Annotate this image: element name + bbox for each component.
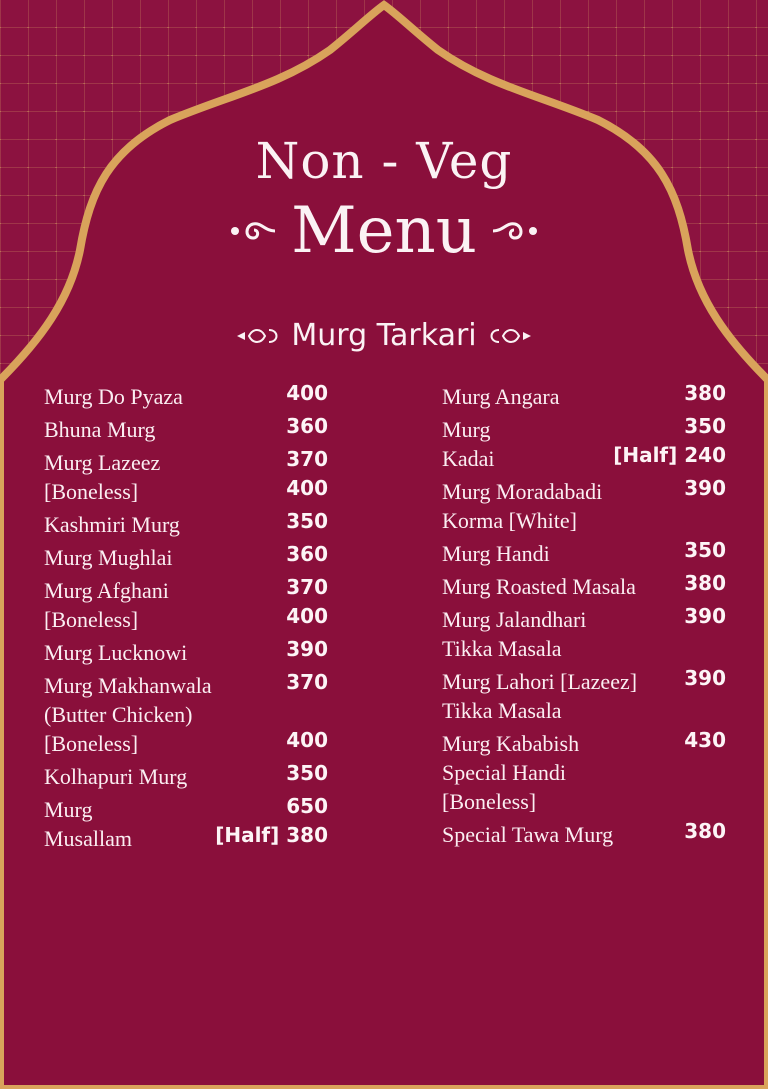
menu-item-line bbox=[44, 727, 328, 756]
menu-item-price: 390 bbox=[684, 666, 726, 690]
menu-item-name: Special Handi bbox=[442, 760, 567, 785]
menu-item-line bbox=[44, 475, 328, 504]
menu-item-name: Murg Lazeez bbox=[44, 450, 161, 475]
menu-item-name: [Boneless] bbox=[44, 479, 139, 504]
section-title: Murg Tarkari bbox=[291, 318, 477, 353]
menu-item bbox=[442, 603, 726, 661]
menu-item-line bbox=[44, 413, 328, 442]
menu-item-price: 350 bbox=[286, 509, 328, 533]
menu-item bbox=[442, 727, 726, 814]
menu-item-name: Tikka Masala bbox=[442, 698, 562, 723]
menu-item-line bbox=[44, 636, 328, 665]
right-menu-column bbox=[442, 380, 726, 851]
menu-item-name: Musallam bbox=[44, 826, 132, 851]
menu-item-price: 390 bbox=[684, 476, 726, 500]
menu-item bbox=[44, 446, 328, 504]
menu-item-name: Murg Jalandhari bbox=[442, 607, 587, 632]
menu-item-line bbox=[442, 632, 726, 661]
menu-item-line bbox=[442, 442, 726, 471]
menu-item-price: 430 bbox=[684, 728, 726, 752]
menu-item-price: 350 bbox=[684, 414, 726, 438]
menu-item-price: [Half] 240 bbox=[613, 443, 726, 467]
menu-item-price: 380 bbox=[684, 819, 726, 843]
menu-item-name: Murg Lahori [Lazeez] bbox=[442, 669, 638, 694]
menu-item-line bbox=[442, 413, 726, 442]
menu-item-name: Special Tawa Murg bbox=[442, 822, 614, 847]
menu-item-line bbox=[442, 727, 726, 756]
menu-item-price: 390 bbox=[684, 604, 726, 628]
right-swirl-icon bbox=[491, 216, 541, 246]
menu-item bbox=[442, 380, 726, 409]
menu-item-line bbox=[44, 446, 328, 475]
menu-item bbox=[44, 760, 328, 789]
menu-item-price: 350 bbox=[286, 761, 328, 785]
menu-item-name: Murg Do Pyaza bbox=[44, 384, 183, 409]
menu-item bbox=[44, 508, 328, 537]
menu-item-name: Murg Angara bbox=[442, 384, 560, 409]
menu-item-price: 400 bbox=[286, 381, 328, 405]
menu-item bbox=[44, 636, 328, 665]
title-line-2: Menu bbox=[291, 194, 477, 268]
menu-item-name: Korma [White] bbox=[442, 508, 577, 533]
menu-item-line bbox=[442, 537, 726, 566]
menu-item-line bbox=[442, 380, 726, 409]
menu-item bbox=[44, 413, 328, 442]
menu-item-line bbox=[44, 574, 328, 603]
menu-item-price: 400 bbox=[286, 728, 328, 752]
menu-item-line bbox=[44, 508, 328, 537]
menu-item-name: [Boneless] bbox=[44, 731, 139, 756]
menu-item-name: Murg bbox=[442, 417, 491, 442]
left-menu-column bbox=[44, 380, 328, 855]
menu-item bbox=[442, 818, 726, 847]
menu-item-line bbox=[442, 694, 726, 723]
left-ornament-icon bbox=[235, 326, 281, 346]
menu-item-line bbox=[442, 570, 726, 599]
menu-item-price: 400 bbox=[286, 604, 328, 628]
menu-item-name: [Boneless] bbox=[44, 607, 139, 632]
right-ornament-icon bbox=[487, 326, 533, 346]
menu-item-name: Kadai bbox=[442, 446, 495, 471]
menu-item-name: Murg Handi bbox=[442, 541, 550, 566]
menu-item-name: Murg Makhanwala bbox=[44, 673, 212, 698]
menu-item-line bbox=[44, 669, 328, 698]
menu-item-line bbox=[442, 504, 726, 533]
menu-item bbox=[442, 665, 726, 723]
menu-item-line bbox=[44, 760, 328, 789]
menu-item-line bbox=[442, 475, 726, 504]
menu-item-name: Murg Moradabadi bbox=[442, 479, 603, 504]
menu-item-price: 370 bbox=[286, 575, 328, 599]
menu-item bbox=[442, 570, 726, 599]
title-line-1: Non - Veg bbox=[255, 132, 513, 190]
menu-item-name: (Butter Chicken) bbox=[44, 702, 193, 727]
menu-item-line bbox=[442, 818, 726, 847]
menu-item-price: 370 bbox=[286, 670, 328, 694]
menu-item-price: 370 bbox=[286, 447, 328, 471]
menu-item-line bbox=[442, 756, 726, 785]
menu-item-name: Murg bbox=[44, 797, 93, 822]
menu-item-name: Bhuna Murg bbox=[44, 417, 156, 442]
menu-item-name: Murg Roasted Masala bbox=[442, 574, 636, 599]
menu-item-name: Kashmiri Murg bbox=[44, 512, 180, 537]
menu-item bbox=[442, 475, 726, 533]
menu-item-name: Murg Kababish bbox=[442, 731, 580, 756]
menu-item-name: Murg Mughlai bbox=[44, 545, 173, 570]
menu-item bbox=[44, 793, 328, 851]
menu-item-price: 390 bbox=[286, 637, 328, 661]
menu-item-price: 400 bbox=[286, 476, 328, 500]
menu-item-line bbox=[44, 822, 328, 851]
menu-item-line bbox=[442, 785, 726, 814]
menu-item-name: Murg Lucknowi bbox=[44, 640, 188, 665]
menu-item-price: 650 bbox=[286, 794, 328, 818]
menu-item-name: Murg Afghani bbox=[44, 578, 169, 603]
menu-item-price: 360 bbox=[286, 542, 328, 566]
menu-item-name: Tikka Masala bbox=[442, 636, 562, 661]
section-heading-row bbox=[0, 314, 768, 358]
menu-item-line bbox=[44, 541, 328, 570]
menu-item bbox=[442, 413, 726, 471]
menu-item-price: 350 bbox=[684, 538, 726, 562]
menu-item-line bbox=[44, 603, 328, 632]
menu-item bbox=[44, 541, 328, 570]
menu-item-price: 380 bbox=[684, 571, 726, 595]
menu-item bbox=[44, 380, 328, 409]
menu-item-line bbox=[442, 603, 726, 632]
menu-item bbox=[442, 537, 726, 566]
menu-item-price: [Half] 380 bbox=[215, 823, 328, 847]
menu-item-name: Kolhapuri Murg bbox=[44, 764, 188, 789]
menu-item-line bbox=[44, 698, 328, 727]
menu-item-line bbox=[44, 793, 328, 822]
menu-item bbox=[44, 574, 328, 632]
menu-item-line bbox=[442, 665, 726, 694]
left-swirl-icon bbox=[227, 216, 277, 246]
title-row bbox=[0, 196, 768, 266]
menu-item bbox=[44, 669, 328, 756]
menu-item-name: [Boneless] bbox=[442, 789, 537, 814]
menu-item-price: 360 bbox=[286, 414, 328, 438]
menu-item-price: 380 bbox=[684, 381, 726, 405]
menu-item-line bbox=[44, 380, 328, 409]
